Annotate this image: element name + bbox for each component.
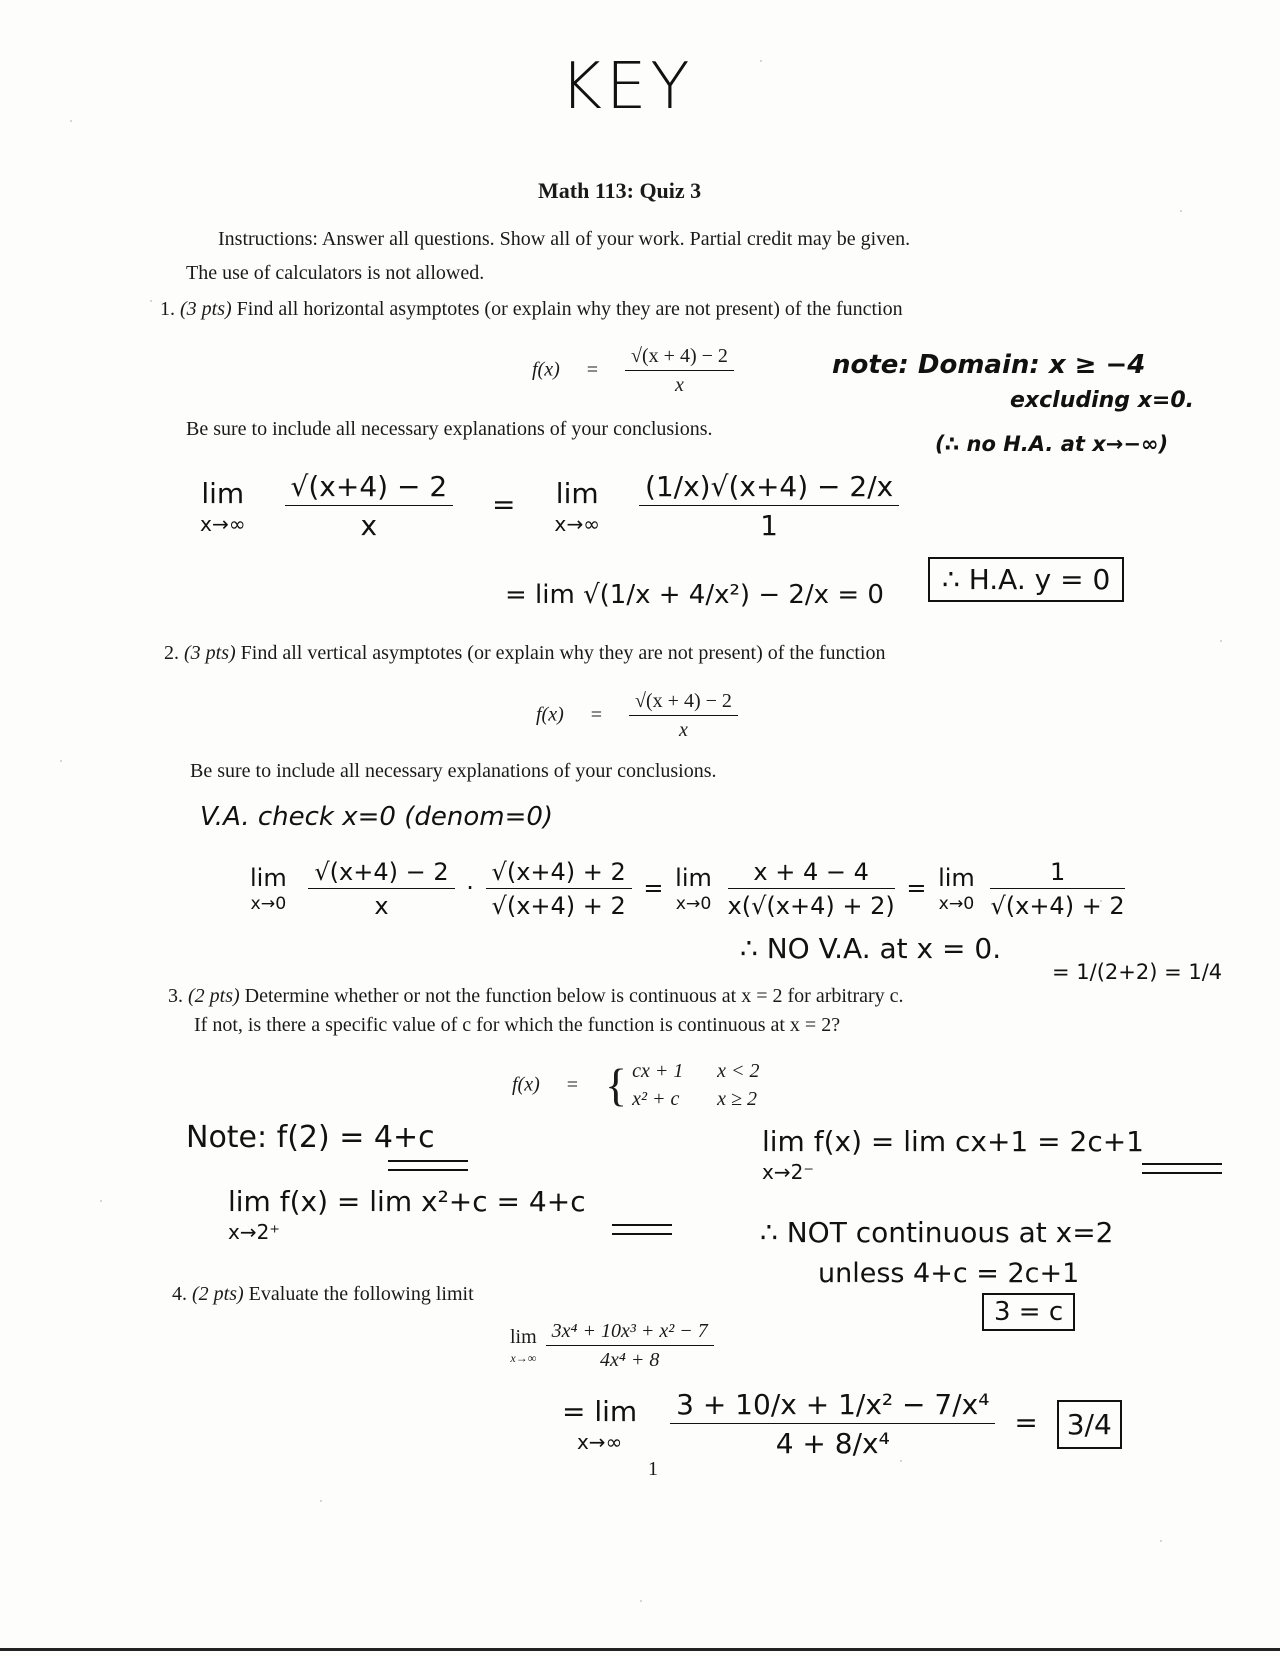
q3-prompt-2: If not, is there a specific value of c for which the function is continuous at x = 2? [194, 1014, 841, 1036]
instructions-line-1: Instructions: Answer all questions. Show all of your work. Partial credit may be given. [218, 228, 911, 250]
q3-points: (2 pts) [188, 985, 240, 1007]
q1-note-3: (∴ no H.A. at x→−∞) [935, 432, 1169, 456]
q2-eq: = [590, 703, 603, 726]
q2-frac-a [308, 858, 454, 920]
q2-b-num: √(x+4) + 2 [486, 858, 632, 889]
instructions-line-2: The use of calculators is not allowed. [186, 262, 485, 284]
q2-b-den: √(x+4) + 2 [491, 892, 626, 920]
quiz-title: Math 113: Quiz 3 [538, 178, 702, 203]
q2-frac-d [990, 858, 1124, 920]
q2-sub-3: x→0 [938, 894, 975, 914]
q2-check: V.A. check x=0 (denom=0) [200, 802, 554, 832]
q3-right-sub: x→2⁺ [228, 1220, 280, 1244]
q1-note-2: excluding x=0. [1010, 388, 1195, 413]
q3-left-sub: x→2⁻ [762, 1160, 814, 1184]
q2-eq-2: = [906, 874, 927, 902]
q4-number: 4. [172, 1283, 187, 1305]
key-title: KEY [560, 50, 694, 124]
q1-work-den: x [360, 509, 378, 542]
q3-right-underline [612, 1224, 672, 1235]
q4-sub: x→∞ [510, 1351, 537, 1365]
q3-answer-box: 3 = c [982, 1293, 1075, 1331]
q3-cases [632, 1057, 759, 1113]
q4-work-lim: = lim [562, 1394, 638, 1428]
q1-fx: f(x) [532, 358, 560, 381]
q1-work-frac-1 [285, 470, 454, 542]
q4-answer-box: 3/4 [1057, 1400, 1122, 1449]
q3-case2-expr: x² + c [632, 1088, 680, 1110]
page-number: 1 [648, 1458, 658, 1480]
q4-work-eq: = [1014, 1406, 1038, 1439]
q2-result: = 1/(2+2) = 1/4 [1052, 960, 1223, 984]
q4-work-limit [562, 1395, 637, 1454]
q3-prompt-text-1: Determine whether or not the function below is continuous at x = 2 for arbitrary c. [244, 985, 904, 1007]
q1-work-den-2: 1 [760, 509, 778, 542]
q4-limit [510, 1326, 537, 1366]
q2-d-den: √(x+4) + 2 [990, 892, 1125, 920]
q2-numerator: √(x + 4) − 2 [629, 690, 738, 716]
q3-case-1 [632, 1057, 759, 1085]
q1-work-limit-2 [554, 477, 600, 536]
q1-work-num: √(x+4) − 2 [285, 470, 454, 506]
q3-unless: unless 4+c = 2c+1 [818, 1258, 1080, 1289]
q1-points: (3 pts) [180, 298, 232, 320]
q3-not-continuous: ∴ NOT continuous at x=2 [760, 1216, 1114, 1249]
q2-limit-1 [250, 864, 287, 914]
q4-points: (2 pts) [192, 1283, 244, 1305]
q2-a-den: x [374, 892, 389, 920]
q2-conclusion: ∴ NO V.A. at x = 0. [740, 932, 1002, 965]
q3-left-lim-text: lim f(x) = lim cx+1 = 2c+1 [762, 1125, 1144, 1158]
q1-eq: = [586, 358, 599, 381]
q1-work-lim: lim [201, 476, 245, 510]
q3-left-limit [762, 1125, 1144, 1184]
q2-dot: · [466, 874, 474, 902]
q4-prompt-text: Evaluate the following limit [248, 1283, 474, 1305]
q4-work-numerator: 3 + 10/x + 1/x² − 7/x⁴ [670, 1388, 995, 1424]
q1-prompt [160, 298, 903, 321]
q3-left-underline [1142, 1163, 1222, 1174]
q2-fraction [629, 690, 738, 742]
q3-prompt [168, 985, 904, 1008]
q1-work-line-1 [200, 470, 899, 542]
q1-work-limit [200, 477, 246, 536]
q3-note: Note: f(2) = 4+c [186, 1120, 435, 1155]
q2-denominator: x [679, 719, 688, 741]
q1-denominator: x [675, 374, 684, 396]
q1-work-num-2: (1/x)√(x+4) − 2/x [639, 470, 899, 506]
q2-c-den: x(√(x+4) + 2) [727, 892, 895, 920]
q1-numerator: √(x + 4) − 2 [625, 345, 734, 371]
q3-case1-cond: x < 2 [717, 1060, 760, 1082]
q1-note-1: note: Domain: x ≥ −4 [832, 350, 1146, 380]
q1-function [532, 345, 734, 397]
q1-answer-box: ∴ H.A. y = 0 [928, 557, 1124, 602]
q2-points: (3 pts) [184, 642, 236, 664]
q4-prompt [172, 1283, 474, 1306]
q4-fraction [546, 1320, 714, 1372]
q2-a-num: √(x+4) − 2 [308, 858, 454, 889]
q2-eq-1: = [643, 874, 664, 902]
q4-denominator: 4x⁴ + 8 [600, 1349, 660, 1371]
q1-work-sub-2: x→∞ [554, 511, 601, 536]
q3-number: 3. [168, 985, 183, 1007]
q2-explain: Be sure to include all necessary explanations of your conclusions. [190, 760, 717, 782]
q3-brace: { [605, 1059, 628, 1111]
q2-d-num: 1 [990, 858, 1124, 889]
q1-work-lim-2: lim [555, 476, 599, 510]
q1-fraction [625, 345, 734, 397]
q3-eq: = [566, 1073, 579, 1096]
q2-fx: f(x) [536, 703, 564, 726]
q3-note-underline [388, 1160, 468, 1171]
q3-case-2 [632, 1085, 759, 1113]
q3-right-limit [228, 1185, 586, 1244]
q2-prompt [164, 642, 886, 665]
q4-lim: lim [510, 1326, 537, 1348]
q2-frac-b [486, 858, 632, 920]
q3-case1-expr: cx + 1 [632, 1060, 684, 1082]
q4-work [562, 1388, 1122, 1460]
q3-function [512, 1057, 760, 1113]
q4-work-fraction [670, 1388, 995, 1460]
q1-work-sub: x→∞ [200, 511, 246, 536]
q1-number: 1. [160, 298, 175, 320]
q4-work-denominator: 4 + 8/x⁴ [775, 1427, 890, 1460]
q4-work-sub: x→∞ [576, 1429, 623, 1454]
q2-sub-2: x→0 [675, 894, 712, 914]
q1-prompt-text: Find all horizontal asymptotes (or explain why they are not present) of the function [236, 298, 903, 320]
q1-work-line-2: = lim √(1/x + 4/x²) − 2/x = 0 [505, 580, 884, 610]
q1-explain: Be sure to include all necessary explanations of your conclusions. [186, 418, 713, 440]
q2-limit-3 [938, 864, 975, 914]
q4-limit-expression [510, 1320, 714, 1372]
q2-limit-2 [675, 864, 712, 914]
q1-work-frac-2 [639, 470, 899, 542]
q2-function [536, 690, 738, 742]
q4-numerator: 3x⁴ + 10x³ + x² − 7 [546, 1320, 714, 1346]
q3-fx: f(x) [512, 1073, 540, 1096]
q2-lim-3: lim [938, 864, 975, 892]
q2-frac-c [728, 858, 895, 920]
q2-prompt-text: Find all vertical asymptotes (or explain why they are not present) of the function [240, 642, 886, 664]
q3-right-lim-text: lim f(x) = lim x²+c = 4+c [228, 1185, 586, 1218]
q2-lim-2: lim [675, 864, 712, 892]
q1-work-eq: = [492, 488, 516, 521]
scan-bottom-rule [0, 1648, 1280, 1651]
q2-number: 2. [164, 642, 179, 664]
q3-case2-cond: x ≥ 2 [717, 1088, 757, 1110]
q2-work [250, 858, 1125, 920]
q2-sub-1: x→0 [250, 894, 287, 914]
q2-lim-1: lim [250, 864, 287, 892]
q2-c-num: x + 4 − 4 [728, 858, 895, 889]
